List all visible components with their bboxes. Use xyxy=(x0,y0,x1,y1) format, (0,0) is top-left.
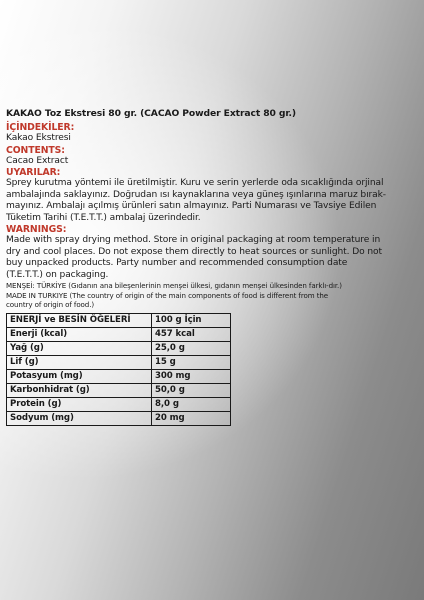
warnings-en-text xyxy=(6,235,416,281)
warnings-en-heading: WARNINGS: xyxy=(6,224,67,235)
nutrient-value: 8,0 g xyxy=(152,397,231,411)
nutrient-value: 25,0 g xyxy=(152,341,231,355)
table-row xyxy=(7,327,231,341)
origin-en-line: country of origin of food.) xyxy=(6,300,95,310)
nutrient-name: Karbonhidrat (g) xyxy=(7,383,152,397)
nutrient-name: Protein (g) xyxy=(7,397,152,411)
warnings-en-line: buy unpacked products. Party number and recommended consumption date xyxy=(6,258,348,268)
warnings-en-line: Made with spray drying method. Store in original packaging at room temperature in xyxy=(6,235,381,245)
nutrition-header-per100g: 100 g İçin xyxy=(152,313,231,327)
table-row xyxy=(7,397,231,411)
nutrient-value: 300 mg xyxy=(152,369,231,383)
origin-en xyxy=(6,291,416,310)
table-row xyxy=(7,369,231,383)
nutrition-table xyxy=(6,313,231,426)
nutrient-value: 50,0 g xyxy=(152,383,231,397)
nutrient-name: Sodyum (mg) xyxy=(7,411,152,425)
warnings-en-line: dry and cool places. Do not expose them directly to heat sources or sunlight. Do not xyxy=(6,246,382,257)
warnings-tr-line: ambalajında saklayınız. Doğrudan ısı kaynaklarına veya güneş ışınlarına maruz bırak- xyxy=(6,189,386,200)
warnings-tr-text xyxy=(6,178,416,224)
product-title: KAKAO Toz Ekstresi 80 gr. (CACAO Powder Extract 80 gr.) xyxy=(6,108,296,119)
origin-en-line: MADE IN TURKIYE (The country of origin of the main components of food is different from the xyxy=(6,290,329,300)
warnings-en-line: (T.E.T.T.) on packaging. xyxy=(6,269,109,280)
ingredients-en-text: Cacao Extract xyxy=(6,155,69,166)
nutrient-name: Yağ (g) xyxy=(7,341,152,355)
ingredients-tr-heading: İÇİNDEKİLER: xyxy=(6,122,75,133)
nutrition-header-row xyxy=(7,313,231,327)
nutrient-value: 20 mg xyxy=(152,411,231,425)
nutrient-value: 15 g xyxy=(152,355,231,369)
table-row xyxy=(7,411,231,425)
table-row xyxy=(7,355,231,369)
ingredients-en-heading: CONTENTS: xyxy=(6,144,65,156)
ingredients-tr-text: Kakao Ekstresi xyxy=(6,133,71,143)
nutrient-name: Potasyum (mg) xyxy=(7,369,152,383)
origin-tr: MENŞEİ: TÜRKİYE (Gıdanın ana bileşenlerinin menşei ülkesi, gıdanın menşei ülkesinden farklı-dır.) xyxy=(6,281,342,290)
warnings-tr-line: mayınız. Ambalajı açılmış ürünleri satın almayınız. Parti Numarası ve Tavsiye Edilen xyxy=(6,201,377,211)
table-row xyxy=(7,383,231,397)
warnings-tr-heading: UYARILAR: xyxy=(6,167,61,178)
nutrition-header-nutrient: ENERJİ ve BESİN ÖĞELERİ xyxy=(7,313,152,327)
table-row xyxy=(7,341,231,355)
nutrient-name: Enerji (kcal) xyxy=(7,327,152,341)
nutrient-name: Lif (g) xyxy=(7,355,152,369)
warnings-tr-line: Sprey kurutma yöntemi ile üretilmiştir. Kuru ve serin yerlerde oda sıcaklığında orjinal xyxy=(6,178,384,188)
warnings-tr-line: Tüketim Tarihi (T.E.T.T.) ambalaj üzerindedir. xyxy=(6,212,201,223)
nutrient-value: 457 kcal xyxy=(152,327,231,341)
product-label xyxy=(6,108,416,426)
